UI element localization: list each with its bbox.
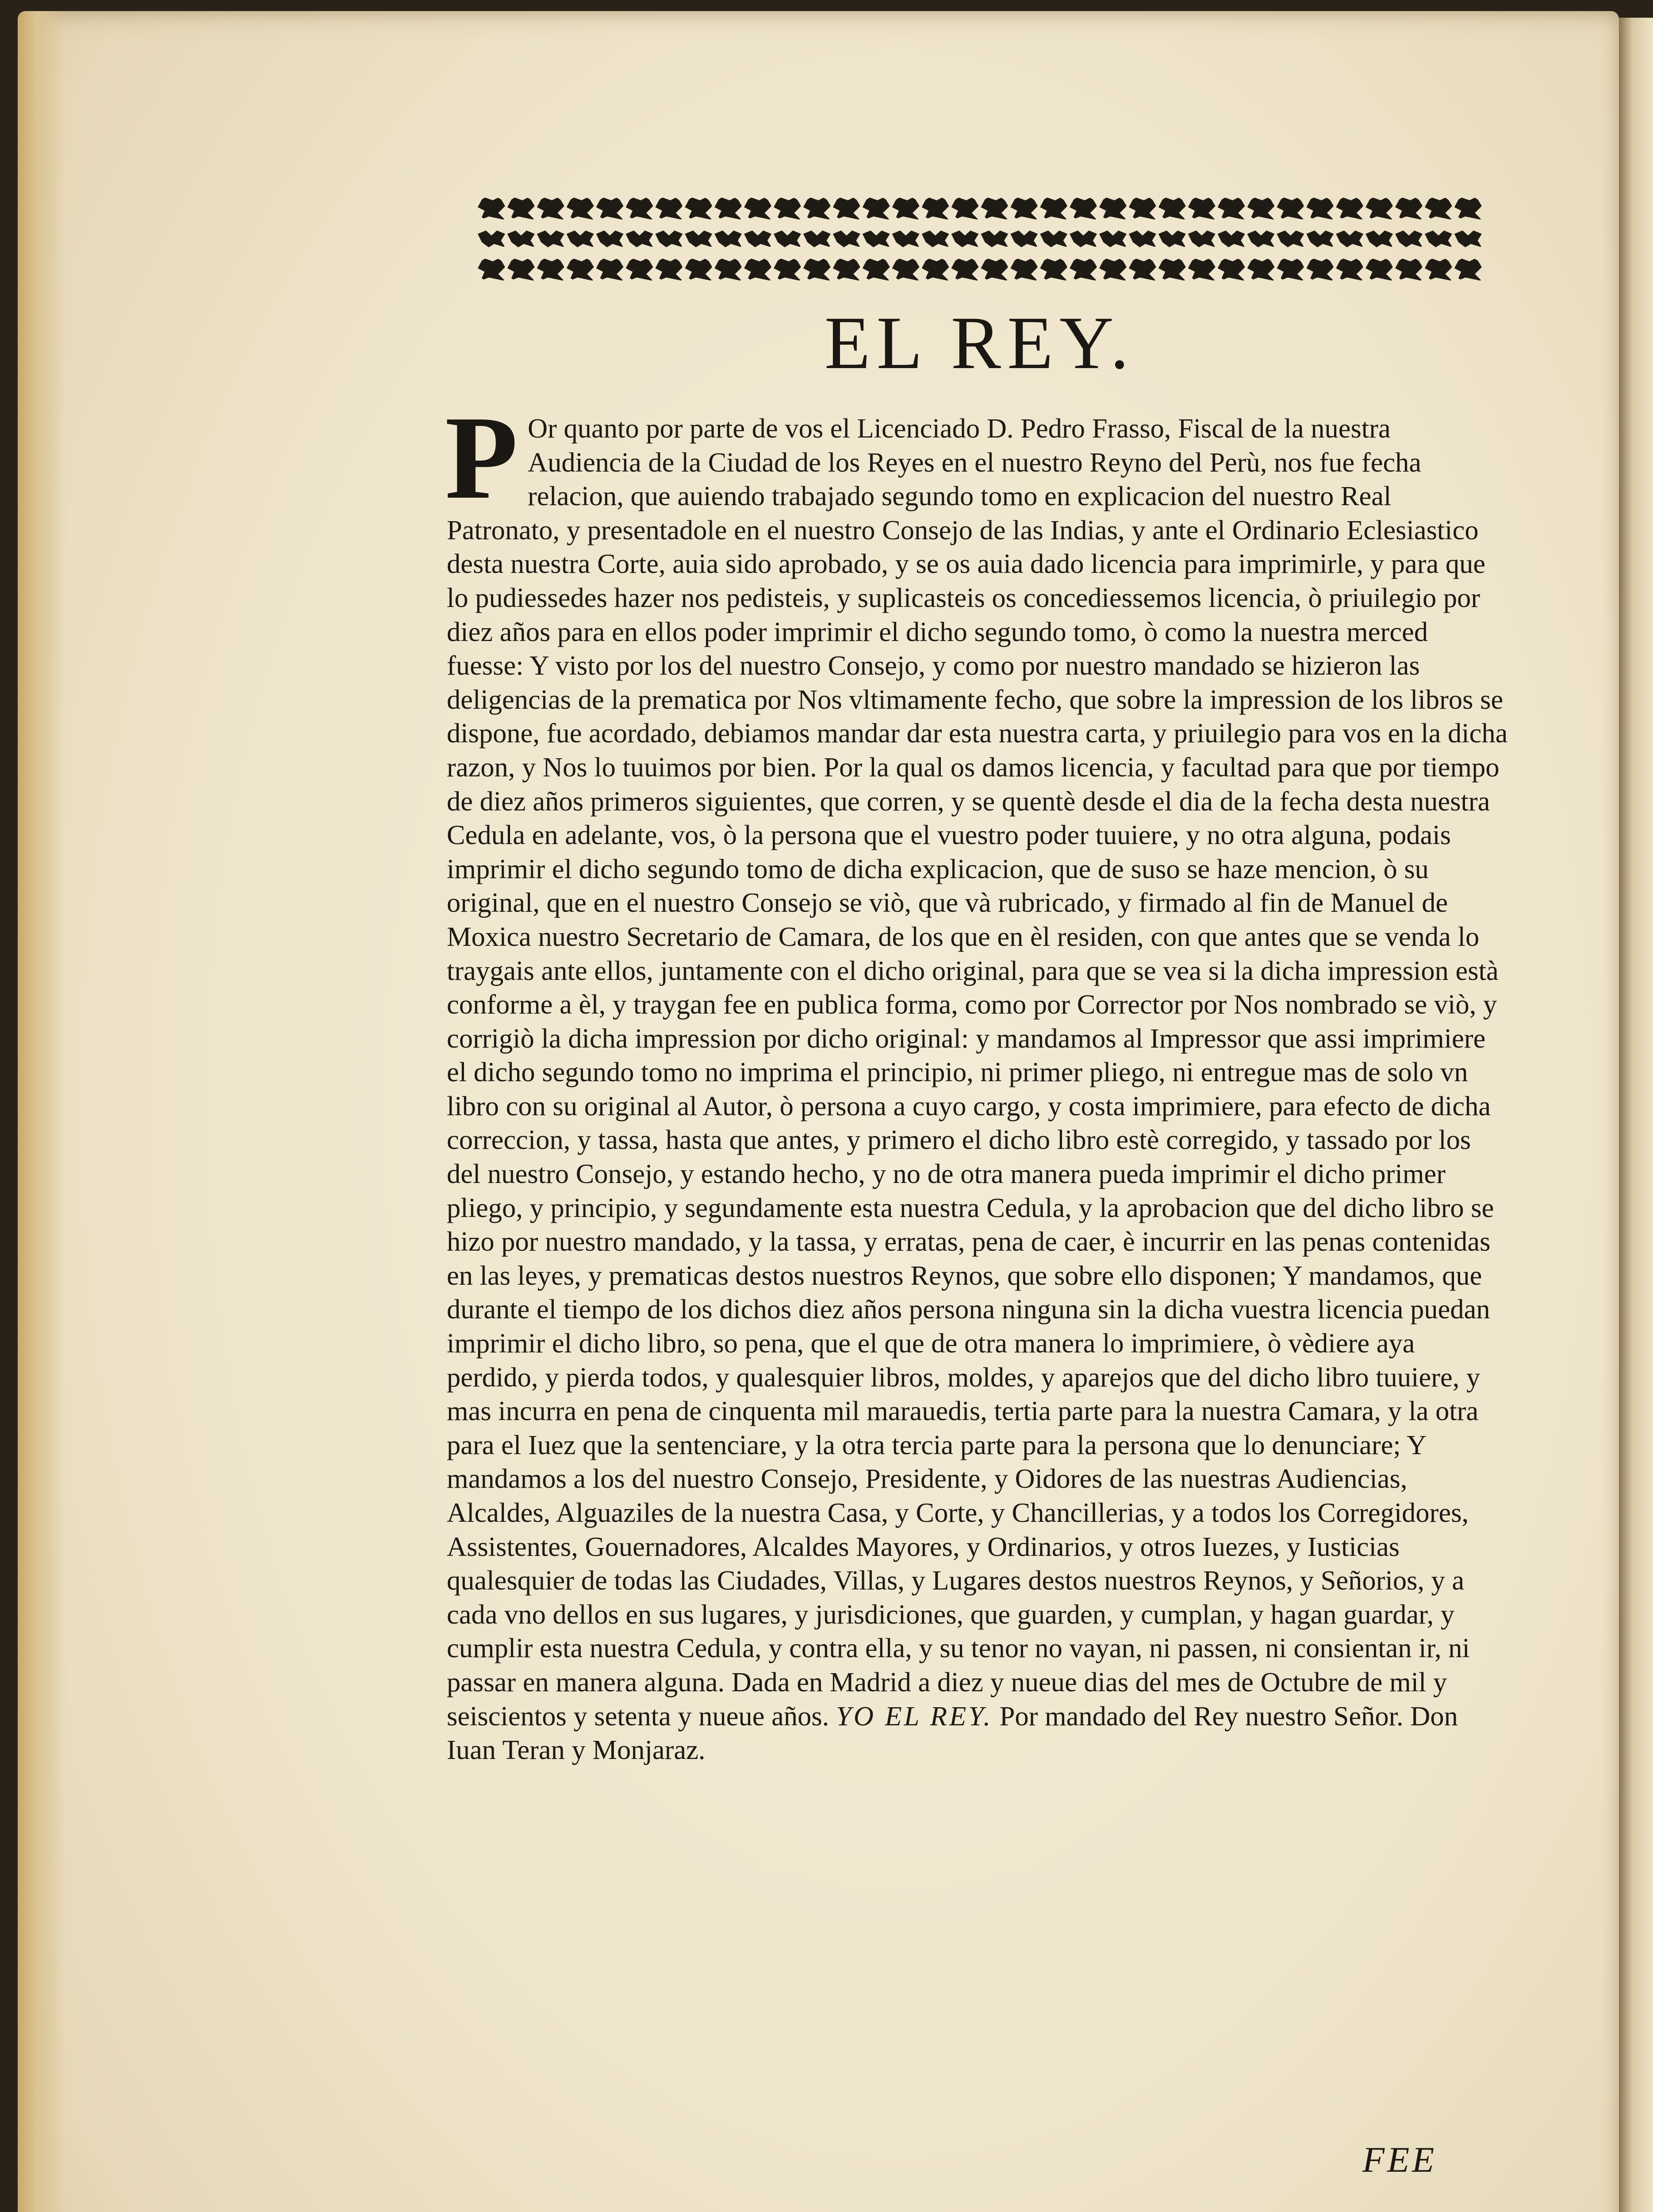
page-gutter-shadow [18, 11, 66, 2212]
ornament-glyph [1158, 197, 1186, 220]
ornament-glyph [1070, 197, 1097, 220]
ornament-glyph [1070, 258, 1097, 281]
ornament-glyph [833, 230, 860, 247]
page-title: EL REY. [824, 301, 1135, 384]
ornament-glyph [1336, 197, 1363, 220]
ornament-glyph [1129, 258, 1156, 281]
ornament-glyph [1454, 197, 1482, 220]
ornament-glyph [1158, 258, 1186, 281]
royal-signature: YO EL REY. [836, 1700, 993, 1732]
ornament-glyph [1306, 197, 1334, 220]
ornament-glyph [1365, 230, 1393, 247]
ornament-glyph [1129, 230, 1156, 247]
ornament-glyph [863, 197, 890, 220]
ornament-glyph [685, 197, 712, 220]
ornament-glyph [1040, 258, 1067, 281]
ornament-glyph [1425, 197, 1452, 220]
ornament-glyph [1336, 230, 1363, 247]
ornament-glyph [981, 230, 1008, 247]
ornament-glyph [981, 197, 1008, 220]
ornament-row-bottom [478, 258, 1482, 281]
ornament-glyph [1188, 197, 1216, 220]
ornament-glyph [803, 258, 831, 281]
ornament-glyph [1277, 230, 1304, 247]
ornament-glyph [1218, 230, 1245, 247]
ornament-glyph [744, 258, 771, 281]
ornament-glyph [537, 258, 564, 281]
ornament-glyph [1425, 230, 1452, 247]
secretary-countersign: Por mandado del Rey nuestro Señor. Don Iuan Teran y Monjaraz. [447, 1700, 1458, 1766]
ornament-glyph [1129, 197, 1156, 220]
ornament-glyph [1454, 258, 1482, 281]
ornament-glyph [1247, 258, 1275, 281]
ornament-glyph [626, 258, 653, 281]
ornament-glyph [1365, 258, 1393, 281]
ornament-glyph [1099, 230, 1127, 247]
ornament-glyph [1010, 258, 1038, 281]
ornament-glyph [892, 258, 920, 281]
ornament-glyph [1277, 197, 1304, 220]
ornament-glyph [833, 258, 860, 281]
ornament-glyph [922, 197, 949, 220]
ornament-glyph [1365, 197, 1393, 220]
ornament-glyph [1395, 258, 1423, 281]
ornament-glyph [1306, 230, 1334, 247]
ornament-glyph [863, 258, 890, 281]
ornament-glyph [507, 197, 535, 220]
ornament-glyph [714, 197, 742, 220]
ornament-glyph [1188, 258, 1216, 281]
ornament-glyph [892, 197, 920, 220]
ornament-glyph [626, 197, 653, 220]
ornament-glyph [478, 258, 505, 281]
ornament-glyph [951, 258, 979, 281]
ornament-glyph [1306, 258, 1334, 281]
catchword: FEE [1362, 2139, 1437, 2180]
ornament-glyph [596, 258, 624, 281]
ornament-glyph [774, 258, 801, 281]
ornament-glyph [981, 258, 1008, 281]
ornament-glyph [1277, 258, 1304, 281]
ornament-glyph [1247, 197, 1275, 220]
ornament-glyph [1218, 258, 1245, 281]
ornament-row-middle [478, 227, 1482, 250]
ornament-glyph [892, 230, 920, 247]
ornament-glyph [1247, 230, 1275, 247]
ornament-glyph [922, 258, 949, 281]
ornament-glyph [1070, 230, 1097, 247]
ornament-glyph [803, 197, 831, 220]
ornament-glyph [1099, 258, 1127, 281]
ornament-glyph [537, 230, 564, 247]
ornament-glyph [478, 197, 505, 220]
ornament-glyph [922, 230, 949, 247]
ornament-glyph [714, 230, 742, 247]
ornament-glyph [537, 197, 564, 220]
ornament-glyph [1395, 230, 1423, 247]
ornament-glyph [507, 230, 535, 247]
ornament-glyph [626, 230, 653, 247]
ornament-glyph [567, 258, 594, 281]
ornament-glyph [1454, 230, 1482, 247]
ornament-glyph [655, 197, 683, 220]
ornament-glyph [1188, 230, 1216, 247]
ornament-glyph [1158, 230, 1186, 247]
ornament-glyph [567, 197, 594, 220]
ornament-glyph [1010, 230, 1038, 247]
ornament-glyph [774, 197, 801, 220]
ornament-glyph [596, 197, 624, 220]
ornament-glyph [685, 230, 712, 247]
royal-decree-text [445, 392, 1508, 1767]
ornament-glyph [714, 258, 742, 281]
ornament-glyph [744, 197, 771, 220]
ornament-glyph [1040, 230, 1067, 247]
ornament-glyph [685, 258, 712, 281]
decree-paragraph [445, 392, 1508, 1767]
ornament-glyph [1425, 258, 1452, 281]
ornament-glyph [1040, 197, 1067, 220]
ornament-glyph [596, 230, 624, 247]
ornament-glyph [507, 258, 535, 281]
ornament-glyph [1336, 258, 1363, 281]
ornament-glyph [774, 230, 801, 247]
facing-page-edge [1619, 18, 1653, 2212]
ornament-glyph [1218, 197, 1245, 220]
drop-cap-initial: P [445, 392, 518, 524]
ornament-glyph [803, 230, 831, 247]
ornament-glyph [863, 230, 890, 247]
header-ornament [478, 197, 1482, 281]
ornament-glyph [567, 230, 594, 247]
ornament-glyph [655, 258, 683, 281]
ornament-glyph [744, 230, 771, 247]
ornament-glyph [478, 230, 505, 247]
ornament-glyph [655, 230, 683, 247]
ornament-glyph [1010, 197, 1038, 220]
ornament-glyph [1395, 197, 1423, 220]
ornament-glyph [833, 197, 860, 220]
decree-body: Or quanto por parte de vos el Licenciado D. Pedro Frasso, Fiscal de la nuestra Audiencia de la Ciudad de los Reyes en el nuestro Reyno del Perù, nos fue fecha relacion, que auiendo trabajado segundo tomo en explicacion del nuestro Real Patronato, y presentadole en el nuestro Consejo de las Indias, y ante el Ordinario Eclesiastico desta nuestra Corte, auia sido aprobado, y se os auia dado licencia para imprimirle, y para que lo pudiessedes hazer nos pedisteis, y suplicasteis os concediessemos licencia, ò priuilegio por diez años para en ellos poder imprimir el dicho segundo tomo, ò como la nuestra merced fuesse: Y visto por los del nuestro Consejo, y como por nuestro mandado se hizieron las deligencias de la prematica por Nos vltimamente fecho, que sobre la impression de los libros se dispone, fue acordado, debiamos mandar dar esta nuestra carta, y priuilegio para vos en la dicha razon, y Nos lo tuuimos por bien. Por la qual os damos licencia, y facultad para que por tiempo de diez años primeros siguientes, que corren, y se quentè desde el dia de la fecha desta nuestra Cedula en adelante, vos, ò la persona que el vuestro poder tuuiere, y no otra alguna, podais imprimir el dicho segundo tomo de dicha explicacion, que de suso se haze mencion, ò su original, que en el nuestro Consejo se viò, que và rubricado, y firmado al fin de Manuel de Moxica nuestro Secretario de Camara, de los que en èl residen, con que antes que se venda lo traygais ante ellos, juntamente con el dicho original, para que se vea si la dicha impression està conforme a èl, y traygan fee en publica forma, como por Corrector por Nos nombrado se viò, y corrigiò la dicha impression por dicho original: y mandamos al Impressor que assi imprimiere el dicho segundo tomo no imprima el principio, ni primer pliego, ni entregue mas de solo vn libro con su original al Autor, ò persona a cuyo cargo, y costa imprimiere, para efecto de dicha correccion, y tassa, hasta que antes, y primero el dicho libro estè corregido, y tassado por los del nuestro Consejo, y estando hecho, y no de otra manera pueda imprimir el dicho primer pliego, y principio, y segundamente esta nuestra Cedula, y la aprobacion que del dicho libro se hizo por nuestro mandado, y la tassa, y erratas, pena de caer, è incurrir en las penas contenidas en las leyes, y prematicas destos nuestros Reynos, que sobre ello disponen; Y mandamos, que durante el tiempo de los dichos diez años persona ninguna sin la dicha vuestra licencia puedan imprimir el dicho libro, so pena, que el que de otra manera lo imprimiere, ò vèdiere aya perdido, y pierda todos, y qualesquier libros, moldes, y aparejos que del dicho libro tuuiere, y mas incurra en pena de cinquenta mil marauedis, tertia parte para la nuestra Camara, y la otra para el Iuez que la sentenciare, y la otra tercia parte para la persona que lo denunciare; Y mandamos a los del nuestro Consejo, Presidente, y Oidores de las nuestras Audiencias, Alcaldes, Alguaziles de la nuestra Casa, y Corte, y Chancillerias, y a todos los Corregidores, Assistentes, Gouernadores, Alcaldes Mayores, y Ordinarios, y otros Iuezes, y Iusticias qualesquier de todas las Ciudades, Villas, y Lugares destos nuestros Reynos, y Señorios, y a cada vno dellos en sus lugares, y jurisdiciones, que guarden, y cumplan, y hagan guardar, y cumplir esta nuestra Cedula, y contra ella, y su tenor no vayan, ni passen, ni consientan ir, ni passar en manera alguna. Dada en Madrid a diez y nueue dias del mes de Octubre de mil y seiscientos y setenta y nueue años. [447, 413, 1508, 1732]
ornament-glyph [951, 197, 979, 220]
ornament-glyph [951, 230, 979, 247]
ornament-glyph [1099, 197, 1127, 220]
ornament-row-top [478, 197, 1482, 220]
